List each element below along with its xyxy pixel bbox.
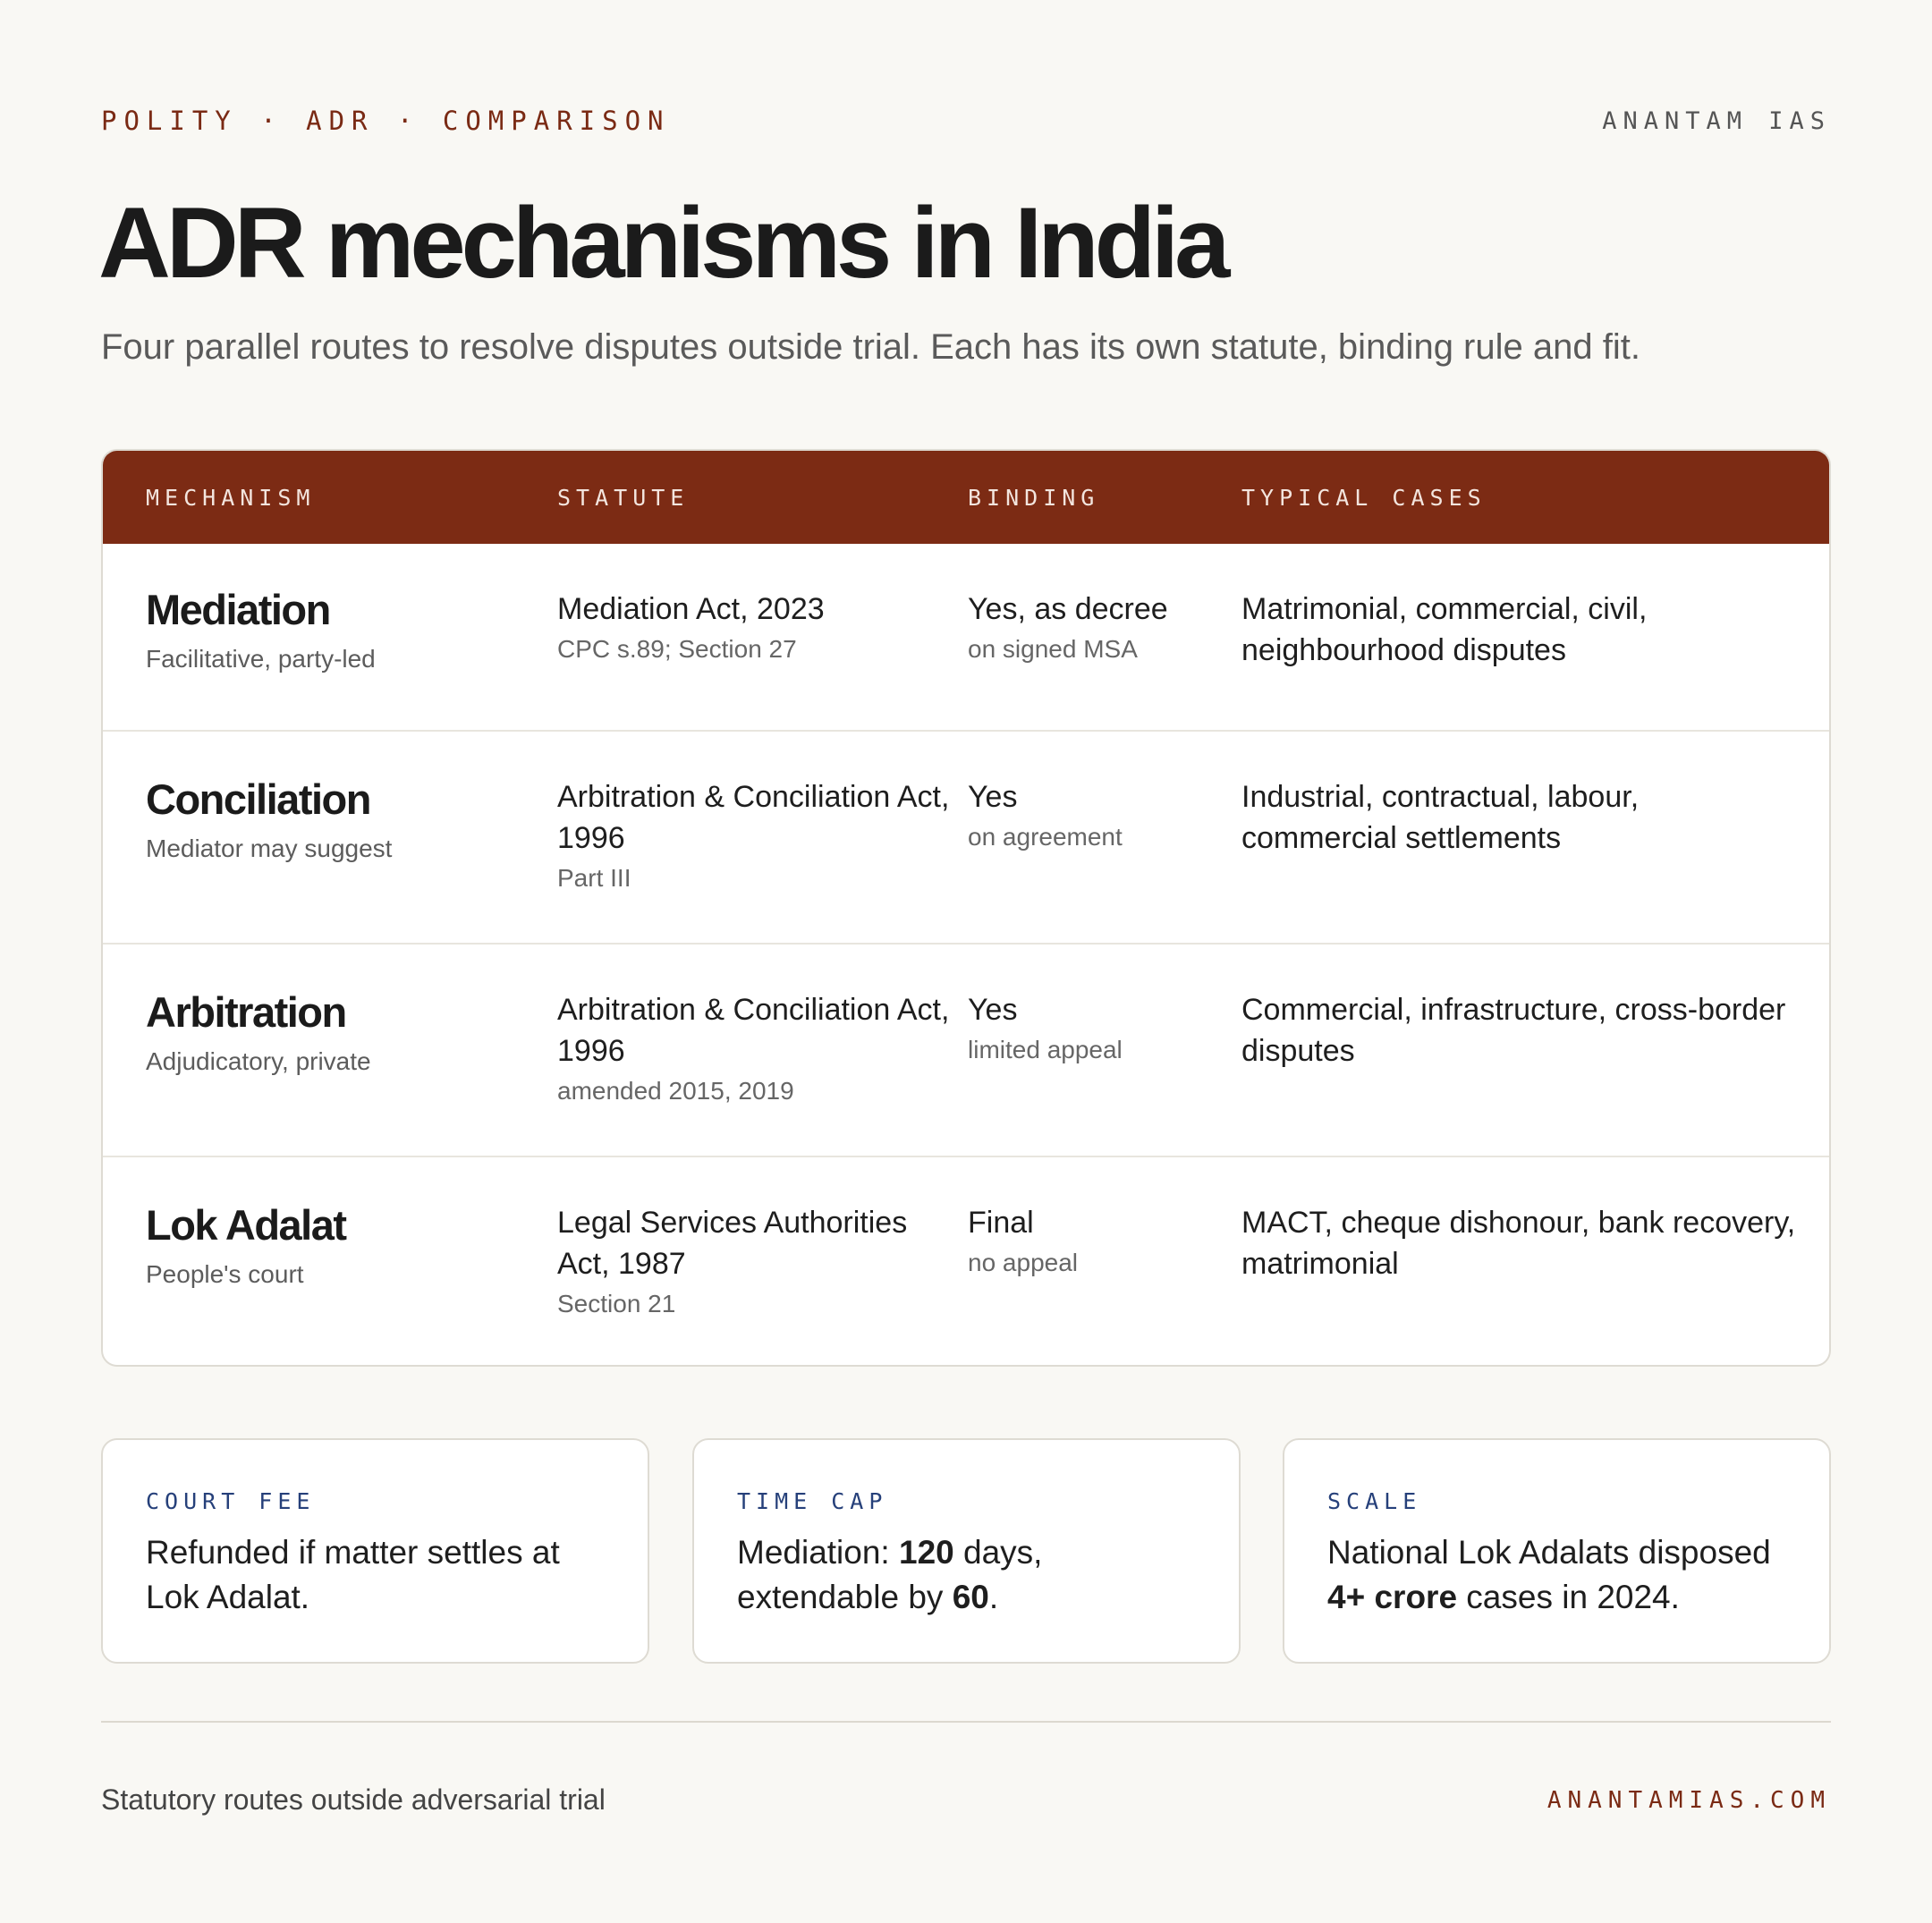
mechanism-description: Mediator may suggest	[146, 834, 393, 862]
binding-cell	[968, 1202, 1218, 1277]
binding-note: limited appeal	[968, 1036, 1123, 1063]
table-row	[103, 1156, 1829, 1367]
mechanism-description: Adjudicatory, private	[146, 1047, 371, 1075]
statute-note: Section 21	[557, 1290, 676, 1317]
binding-value: Final	[968, 1206, 1034, 1240]
fact-cards	[101, 1438, 1831, 1664]
fact-label: COURT FEE	[146, 1488, 316, 1514]
fact-label: TIME CAP	[737, 1488, 888, 1514]
table-row	[103, 544, 1829, 730]
table-row	[103, 943, 1829, 1156]
brand-name: ANANTAM IAS	[1602, 106, 1831, 135]
statute-note: CPC s.89; Section 27	[557, 635, 797, 663]
binding-value: Yes, as decree	[968, 592, 1168, 626]
mechanism-name: Conciliation	[146, 775, 370, 823]
fact-text: National Lok Adalats disposed 4+ crore cases in 2024.	[1327, 1534, 1771, 1615]
fact-label: SCALE	[1327, 1488, 1422, 1514]
statute-cell	[557, 1202, 951, 1318]
mechanism-cell	[146, 775, 392, 863]
top-bar	[101, 106, 1831, 136]
typical-cases: MACT, cheque dishonour, bank recovery, matrimonial	[1241, 1206, 1796, 1281]
binding-value: Yes	[968, 780, 1018, 814]
typical-cases: Commercial, infrastructure, cross-border disputes	[1241, 993, 1786, 1068]
statute-note: amended 2015, 2019	[557, 1077, 794, 1105]
binding-note: on agreement	[968, 823, 1123, 851]
binding-cell	[968, 589, 1218, 664]
footer-divider	[101, 1721, 1831, 1723]
cases-cell	[1241, 589, 1796, 671]
fact-text: Mediation: 120 days, extendable by 60.	[737, 1534, 1043, 1615]
cases-cell	[1241, 1202, 1796, 1284]
statute-name: Arbitration & Conciliation Act, 1996	[557, 780, 950, 855]
table-row	[103, 730, 1829, 943]
statute-name: Mediation Act, 2023	[557, 592, 825, 626]
statute-cell	[557, 776, 951, 893]
mechanism-description: People's court	[146, 1260, 304, 1288]
mechanism-cell	[146, 987, 371, 1076]
mechanism-name: Arbitration	[146, 988, 346, 1036]
footer-website: ANANTAMIAS.COM	[1546, 1786, 1831, 1814]
cases-cell	[1241, 776, 1796, 859]
footer-caption: Statutory routes outside adversarial trial	[101, 1783, 606, 1816]
mechanism-name: Lok Adalat	[146, 1201, 346, 1249]
binding-cell	[968, 776, 1218, 851]
typical-cases: Matrimonial, commercial, civil, neighbourhood disputes	[1241, 592, 1648, 667]
column-header-typical-cases: TYPICAL CASES	[1241, 485, 1487, 511]
fact-text: Refunded if matter settles at Lok Adalat.	[146, 1534, 560, 1615]
fact-card-scale	[1283, 1438, 1831, 1664]
section-kicker: POLITY · ADR · COMPARISON	[101, 106, 671, 136]
footer	[101, 1783, 1831, 1817]
column-header-binding: BINDING	[968, 485, 1100, 511]
binding-value: Yes	[968, 993, 1018, 1027]
typical-cases: Industrial, contractual, labour, commercial settlements	[1241, 780, 1640, 855]
page-title: ADR mechanisms in India	[98, 187, 1226, 299]
mechanism-name: Mediation	[146, 586, 330, 633]
mechanism-description: Facilitative, party-led	[146, 645, 376, 673]
column-header-statute: STATUTE	[557, 485, 690, 511]
statute-note: Part III	[557, 864, 631, 892]
mechanism-cell	[146, 585, 376, 673]
table-header	[103, 451, 1829, 544]
cases-cell	[1241, 989, 1796, 1072]
binding-note: no appeal	[968, 1249, 1079, 1276]
page-subtitle: Four parallel routes to resolve disputes outside trial. Each has its own statute, binding rule and fit.	[101, 327, 1640, 367]
comparison-table	[101, 449, 1831, 1367]
statute-name: Arbitration & Conciliation Act, 1996	[557, 993, 950, 1068]
binding-note: on signed MSA	[968, 635, 1138, 663]
column-header-mechanism: MECHANISM	[146, 485, 316, 511]
statute-name: Legal Services Authorities Act, 1987	[557, 1206, 908, 1281]
binding-cell	[968, 989, 1218, 1064]
fact-card-time-cap	[692, 1438, 1241, 1664]
statute-cell	[557, 989, 951, 1106]
fact-card-court-fee	[101, 1438, 649, 1664]
mechanism-cell	[146, 1200, 346, 1289]
statute-cell	[557, 589, 951, 664]
